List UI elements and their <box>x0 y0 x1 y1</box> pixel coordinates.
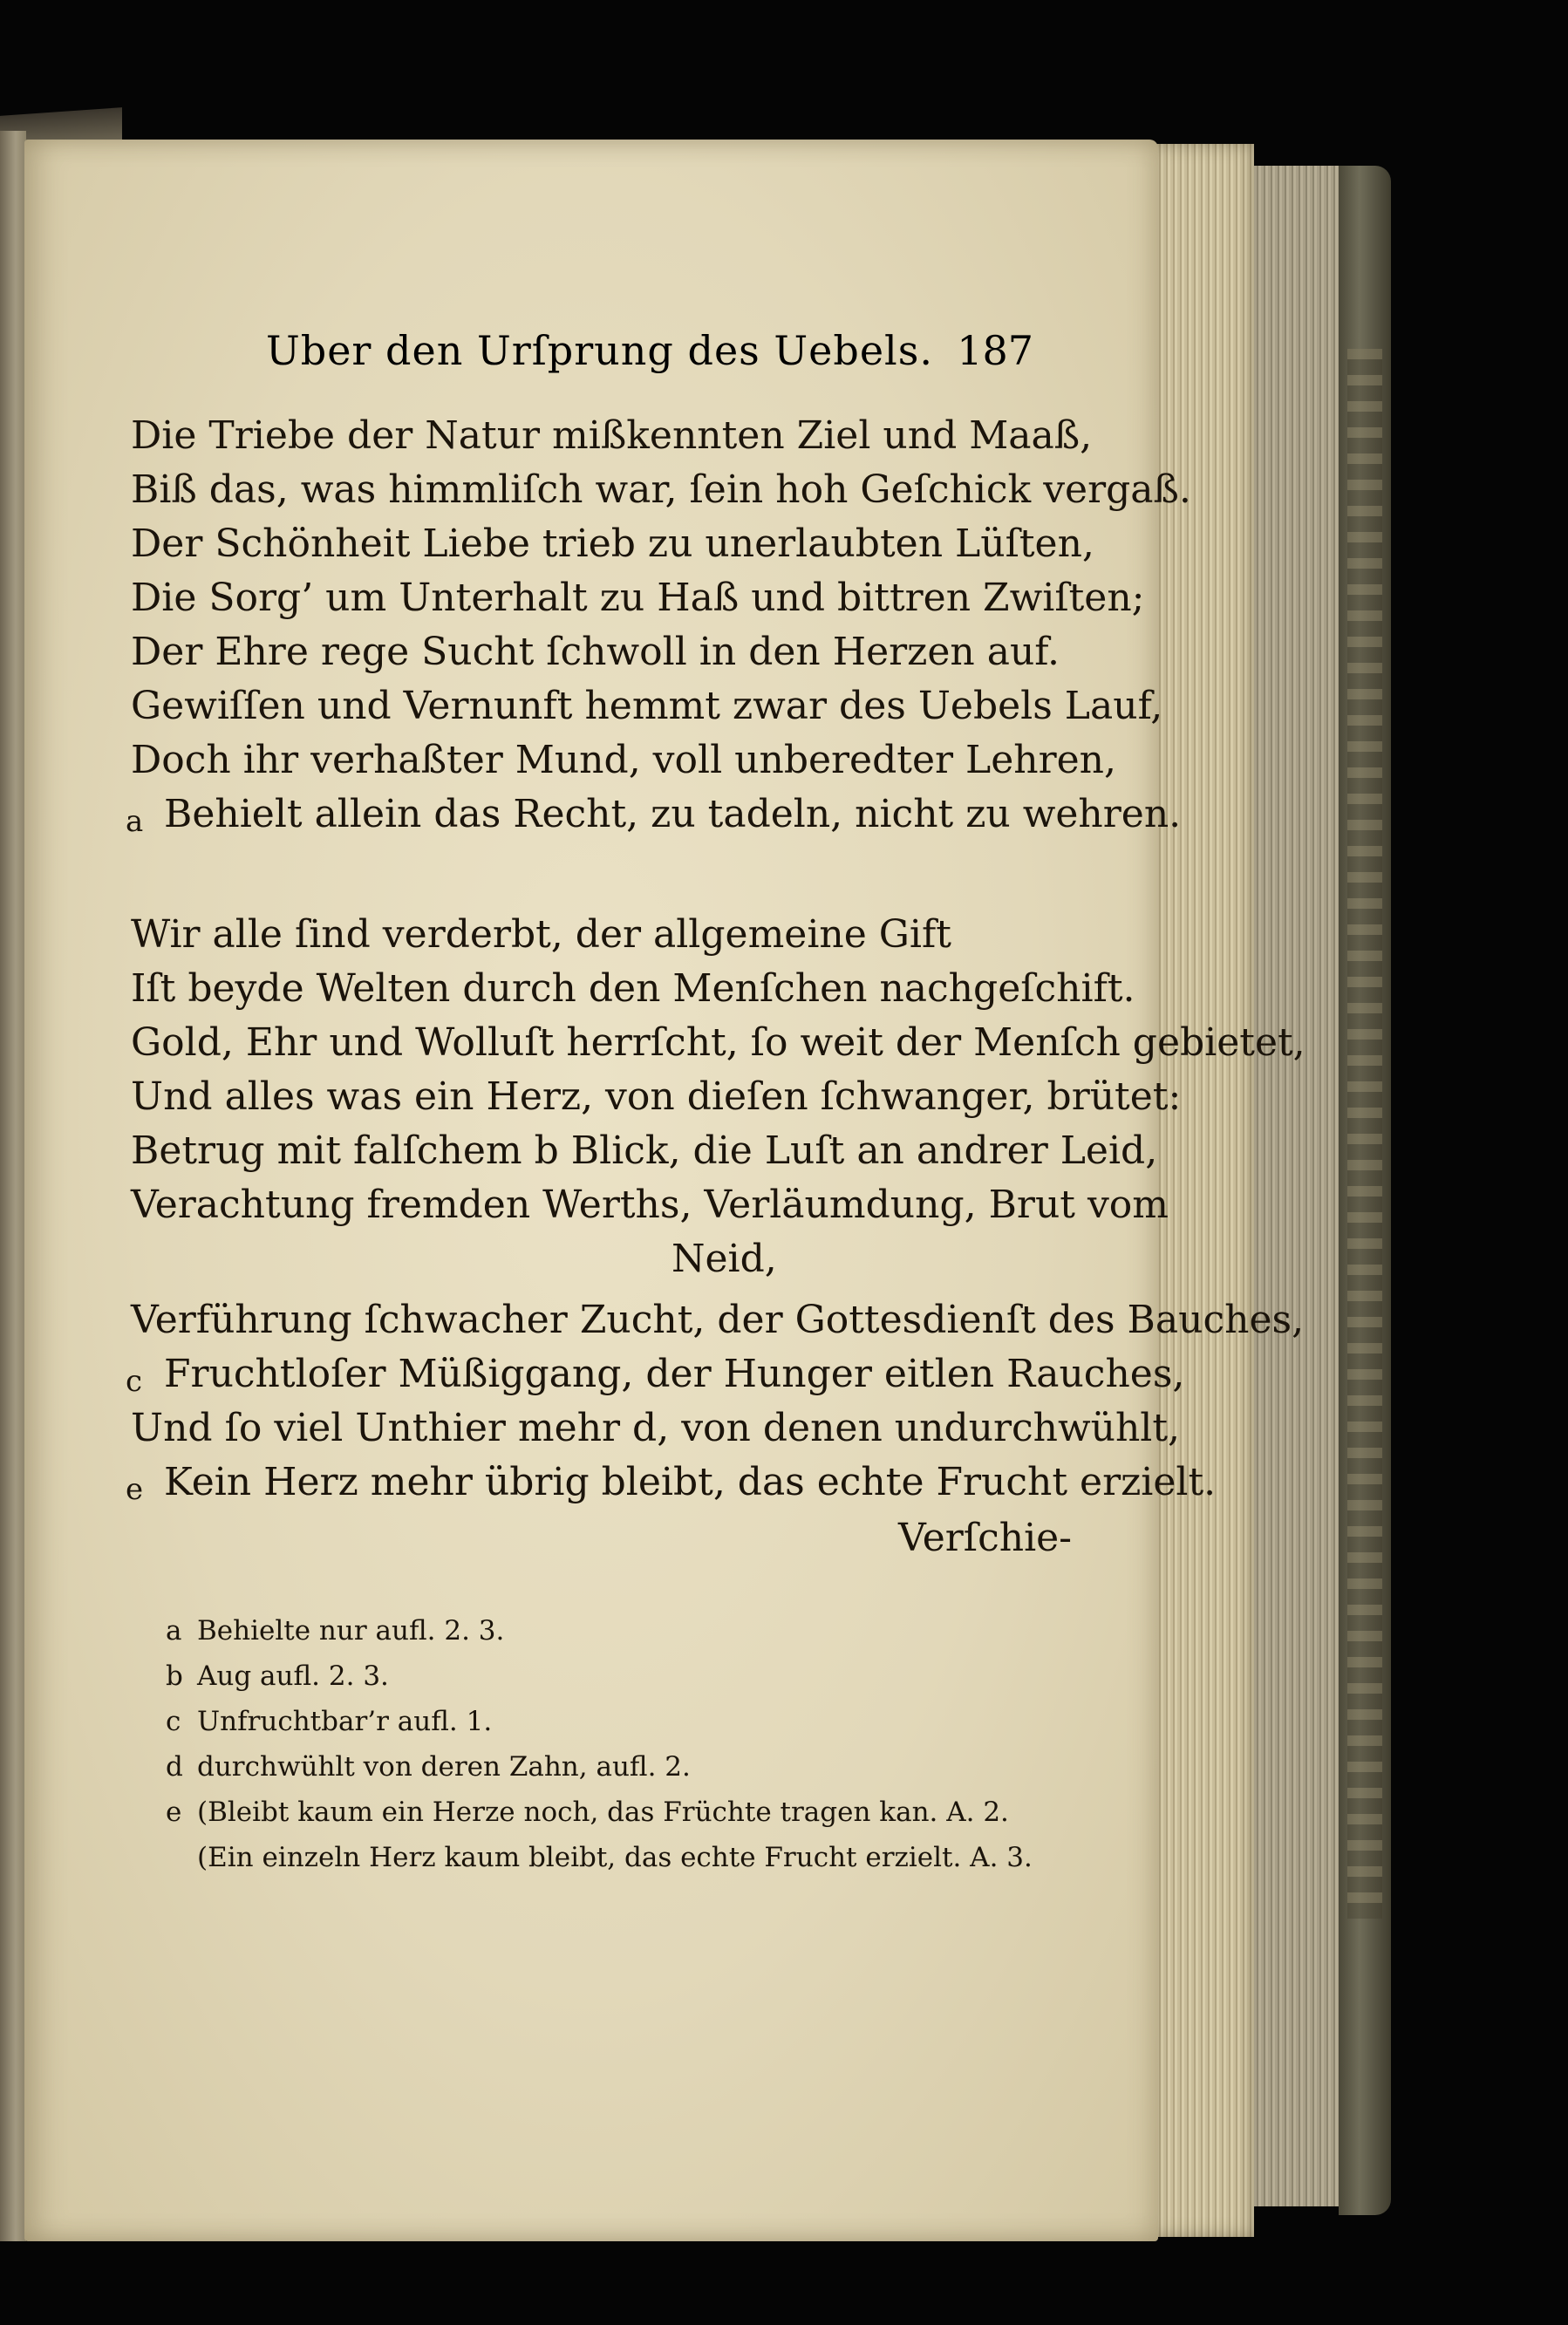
verse-line: Gold, Ehr und Wolluſt herrſcht, ſo weit der Menſch gebietet, <box>131 1020 1306 1065</box>
verse-line: e Kein Herz mehr übrig bleibt, das echte Frucht erzielt. <box>131 1456 1216 1509</box>
verse-line-turnover: Neid, <box>672 1237 777 1281</box>
footnote: b Aug aufl. 2. 3. <box>166 1660 389 1692</box>
left-page-edge <box>0 131 26 2241</box>
footnote-marker: e <box>126 1472 144 1507</box>
verse-line: Wir alle ſind verderbt, der allgemeine Gift <box>131 912 951 957</box>
verse-line: Und ſo viel Unthier mehr d, von denen undurchwühlt, <box>131 1406 1181 1450</box>
verse-line: Und alles was ein Herz, von dieſen ſchwanger, brütet: <box>131 1074 1182 1119</box>
footnote: d durchwühlt von deren Zahn, aufl. 2. <box>166 1751 691 1783</box>
page-header <box>266 327 1033 388</box>
verse-line: Biß das, was himmliſch war, ſein hoh Geſchick vergaß. <box>131 467 1191 512</box>
page-edges-back <box>1254 166 1341 2206</box>
footnote-marker: c <box>126 1364 143 1399</box>
footnote: e (Bleibt kaum ein Herze noch, das Früchte tragen kan. A. 2. <box>166 1797 1009 1828</box>
verse-line: c Fruchtloſer Müßiggang, der Hunger eitlen Rauches, <box>131 1348 1184 1401</box>
verse-line: Der Schönheit Liebe trieb zu unerlaubten Lüſten, <box>131 522 1094 566</box>
page-number: 187 <box>957 327 1033 374</box>
verse-line: Gewiſſen und Vernunft hemmt zwar des Uebels Lauf, <box>131 684 1163 728</box>
verse-line: Die Triebe der Natur mißkennten Ziel und Maaß, <box>131 413 1093 458</box>
verse-line: a Behielt allein das Recht, zu tadeln, nicht zu wehren. <box>131 788 1181 841</box>
running-head: Uber den Urſprung des Uebels. <box>266 327 933 374</box>
verse-line: Verachtung fremden Werths, Verläumdung, Brut vom <box>131 1183 1169 1227</box>
verse-line: Betrug mit falſchem b Blick, die Luſt an andrer Leid, <box>131 1128 1158 1173</box>
verse-line: Doch ihr verhaßter Mund, voll unberedter Lehren, <box>131 738 1116 782</box>
verse-line: Die Sorg’ um Unterhalt zu Haß und bittren Zwiſten; <box>131 576 1145 620</box>
footnote: a Behielte nur aufl. 2. 3. <box>166 1615 505 1647</box>
footnote: c Unfruchtbar’r aufl. 1. <box>166 1706 493 1737</box>
verse-line: Iſt beyde Welten durch den Menſchen nachgeſchift. <box>131 966 1135 1011</box>
verse-line: Verführung ſchwacher Zucht, der Gottesdienſt des Bauches, <box>131 1298 1305 1342</box>
catchword: Verſchie- <box>898 1516 1073 1560</box>
verse-line: Der Ehre rege Sucht ſchwoll in den Herzen auf. <box>131 630 1060 674</box>
footnote-marker: a <box>126 804 144 839</box>
cover-marbling <box>1347 349 1382 1919</box>
footnote: (Ein einzeln Herz kaum bleibt, das echte Frucht erzielt. A. 3. <box>197 1842 1033 1873</box>
